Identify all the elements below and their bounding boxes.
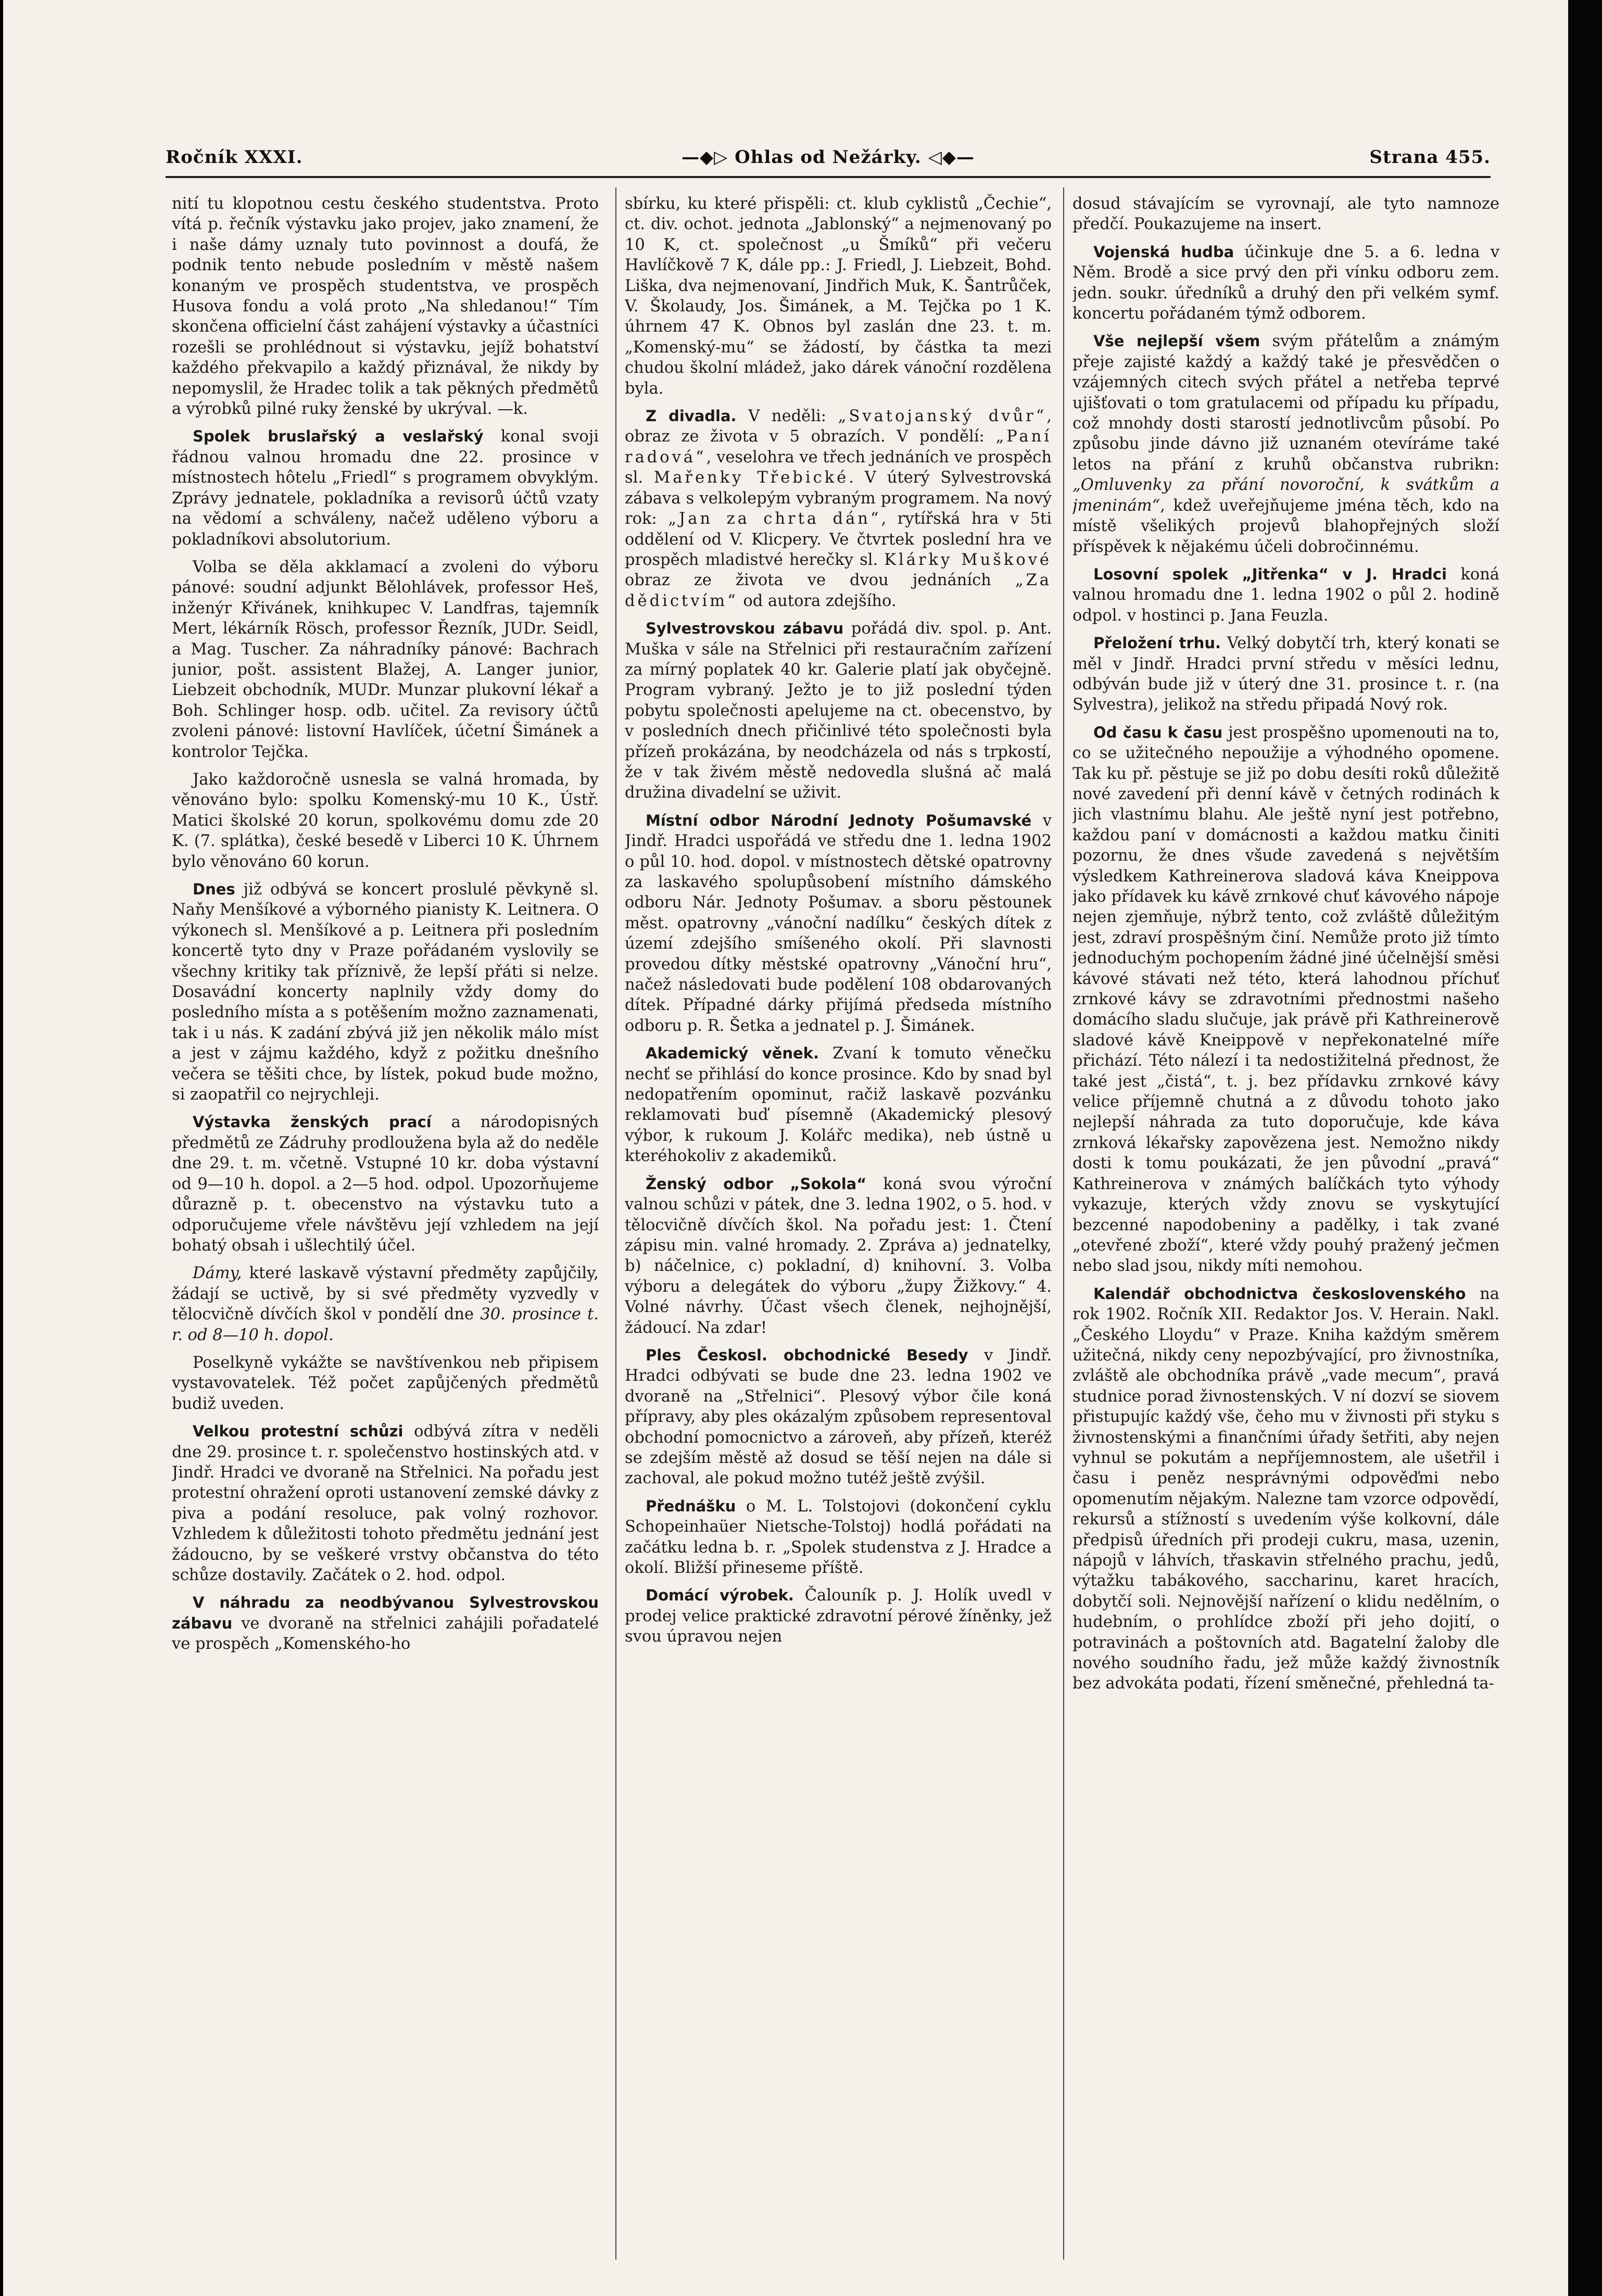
article-paragraph [1073, 242, 1499, 324]
article-paragraph: Poselkyně vykážte se navštívenkou neb připisem vystavovatelek. Též počet zapůjčených předmětů budiž uveden. [172, 1353, 599, 1413]
article-text: ve dvoraně na střelnici zahájili pořadatelé ve prospěch „Komenského-ho [172, 1614, 599, 1654]
article-paragraph: nití tu klopotnou cestu českého studentstva. Proto vítá p. řečník výstavku jako projev, jako znamení, že i naše dámy uznaly tuto povinnost a doufá, že podnik tento nebude posledním v městě našem konaným ve prospěch studentstva, ve prospěch Husova fondu a volá proto „Na shledanou!“ Tím skončena officielní část zahájení výstavky a účastníci rozešli se prohlédnout si výstavku, jejíž bohatství každého překvapilo a každý přiznával, že nikdy by nepomyslil, že Hradec tolik a tak pěkných předmětů a výrobků pilné ruky ženské by ukrýval. —k. [172, 195, 599, 419]
article-text: od autora zdejšího. [738, 591, 897, 610]
column-divider [1063, 187, 1064, 2260]
article-paragraph [172, 426, 599, 549]
article-text: již odbývá se koncert proslulé pěvkyně sl. Naňy Menšíkové a výborného pianisty K. Leitnera. O výkonech sl. Menšíkové a p. Leitnera při posledním koncertě tyto dny v Praze pořádaném vyslovily se všechny kritiky tak příznivě, že lepší přáti si nelze. Dosavádní koncerty naplnily vždy domy do posledního místa a s potěšením možno zaznamenati, tak i u nás. K zadání zbývá již jen několik málo míst a jest v zájmu každého, když z požitku dnešního večera se těšiti chce, by lístek, pokud bude možno, si zaopatřil co nejrychleji. [172, 880, 599, 1104]
article-lead: Losovní spolek „Jitřenka“ v J. Hradci [1093, 565, 1447, 583]
article-paragraph [625, 619, 1052, 803]
article-text: Zvaní k tomuto věnečku nechť se přihlásí do konce prosince. Kdo by snad byl nedopatřením opominut, račiž laskavě pozvánku reklamovati buď písemně (Akademický plesový výbor, k rukoum J. Kolářc medika), neb ústně u kteréhokoliv z akademiků. [625, 1044, 1052, 1166]
article-text: které laskavě výstavní předměty zapůjčily, žádají se uctivě, by si své předměty vyzvedly v tělocvičně dívčích škol v pondělí dne [172, 1264, 599, 1324]
article-text: konal svoji řádnou valnou hromadu dne 22. prosince v místnostech hôtelu „Friedl“ s programem obvyklým. Zprávy jednatele, pokladníka a revisorů účtů vzaty na vědomí a schváleny, načež uděleno výboru a pokladníkovi absolutorium. [172, 427, 599, 549]
article-lead: Spolek bruslařský a veslařský [193, 427, 484, 446]
article-paragraph [625, 1174, 1052, 1338]
article-spaced: „Za dědictvím“ [625, 571, 1052, 610]
article-lead: Akademický věnek. [646, 1044, 819, 1063]
column-divider [615, 187, 616, 2260]
article-italic: Dámy, [193, 1264, 242, 1283]
article-paragraph: Jako každoročně usnesla se valná hromada, by věnováno bylo: spolku Komenský-mu 10 K., Ústř. Matici školské 20 korun, spolkovému domu zde 20 K. (7. splátka), české besedě v Liberci 10 K. Úhrnem bylo věnováno 60 korun. [172, 770, 599, 871]
article-text: obraz ze života ve dvou jednáních [625, 571, 1015, 590]
article-paragraph [172, 1593, 599, 1654]
article-lead: Ženský odbor „Sokola“ [646, 1175, 867, 1193]
article-text: , rytířská hra v 5ti oddělení od V. Klicpery. Ve čtvrtek poslední hra ve prospěch mladistvé herečky sl. [625, 510, 1052, 569]
article-text: svým přátelům a známým přeje zajisté každý a každý také je přesvědčen o vzájemných citech svých přátel a netřeba teprvé ujišťovati o tom gratulacemi od případu ku případu, což mnohdy dosti starostí jednotlivcům působí. Po způsobu jinde dávno již uznaném otevíráme také letos na přání z kruhů občanstva rubrikn: [1073, 332, 1499, 474]
article-paragraph [625, 1345, 1052, 1489]
article-text: Čalouník p. J. Holík uvedl v prodej velice praktické zdravotní pérové žíněnky, jež svou úpravou nejen [625, 1586, 1052, 1646]
article-text: v Jindř. Hradci uspořádá ve středu dne 1. ledna 1902 o půl 10. hod. dopol. v místnostech dětské opatrovny za laskavého spolupůsobení místního dámského odboru Nár. Jednoty Pošumav. a sboru pěstounek měst. opatrovny „vánoční nadílku“ českých dítek z území zdejšího smíšeného okolí. Při slavnosti provedou dítky městské opatrovny „Vánoční hru“, načež následovati bude podělení 108 obdarovaných dítek. Případné dárky přijímá předseda místního odboru p. R. Šetka a jednatel p. J. Šimánek. [625, 811, 1052, 1035]
article-paragraph: Volba se děla akklamací a zvoleni do výboru pánové: soudní adjunkt Bělohlávek, professor Heš, inženýr Křivánek, knihkupec V. Landfras, tajemník Mert, lékárník Rösch, professor Řezník, JUDr. Seidl, a Mag. Tuscher. Za náhradníky pánové: Bachrach junior, pošt. assistent Blažej, A. Langer junior, Liebzeit obchodník, MUDr. Munzar plukovní lékař a Boh. Schlinger hosp. odb. učitel. Za revisory účtů zvoleni pánové: listovní Havlíček, účetní Šimánek a kontrolor Tejčka. [172, 558, 599, 761]
article-paragraph [625, 1585, 1052, 1647]
article-text: na rok 1902. Ročník XII. Redaktor Jos. V. Herain. Nakl. „Českého Lloydu“ v Praze. Kniha každým směrem užitečná, nikdy ceny nepozbývající, pro živnostníka, zvláště ale obchodníka právě „vade mecum“, pravá studnice porad živnostenských. V ní dozví se siovem přistupujíc každý vše, čeho mu v živnosti při styku s živnostenskými a finančními úřady šetřiti, aby nejen vyhnul se pokutám a nepříjemnostem, ale ušetřil i času i peněz nesprávnými odpověďmi nebo opomenutím nějakým. Nalezne tam vzorce odpovědí, rekursů a stížností s uvedením výše kolkovní, dále předpisů úředních při prodeji cukru, masa, uzenin, nápojů v láhvích, třaskavin střelného prachu, jedů, výtažku tabákového, saccharinu, karet hracích, dobytčí soli. Nejnovější nařízení o klidu nedělním, o hudebním, o prohlídce zboží při jeho dojití, o potravinách a poštovních atd. Bagatelní žaloby dle nového soudního řadu, jež může každý živnostník bez advokáta podati, řízení směnečné, přehledná ta- [1073, 1284, 1499, 1693]
article-lead: Výstavka ženských prací [193, 1113, 432, 1131]
article-lead: Vše nejlepší všem [1093, 332, 1260, 350]
article-lead: Sylvestrovskou zábavu [646, 620, 844, 638]
page-header [166, 147, 1491, 178]
article-lead: V náhradu za neodbývanou Sylvestrovskou zábavu [172, 1594, 599, 1632]
article-paragraph [172, 879, 599, 1105]
article-paragraph [1073, 723, 1499, 1277]
article-lead: Ples Českosl. obchodnické Besedy [646, 1346, 968, 1364]
article-lead: Z divadla. [646, 407, 737, 425]
article-text: , kdež uveřejňujeme jména těch, kdo na místě všelikých projevů blahopřejných složí příspěvek k nějakému účeli dobročinnému. [1073, 496, 1499, 556]
masthead-title: —◆▷ Ohlas od Nežárky. ◁◆— [681, 147, 975, 168]
article-italic: „Omluvenky za přání novoroční, k svátkům a jmeninám“ [1073, 476, 1499, 515]
article-paragraph [625, 406, 1052, 611]
article-text: koná valnou hromadu dne 1. ledna 1902 o půl 2. hodině odpol. v hostinci p. Jana Feuzla. [1073, 565, 1499, 625]
article-text: v Jindř. Hradci odbývati se bude dne 23. ledna 1902 ve dvoraně na „Střelnici“. Plesový výbor čile koná přípravy, aby ples okázalým způsobem representoval obchodní pomocnictvo a zároveň, aby přízeň, kteréž se zdejším městě až dosud se těší nejen na dále si zachoval, ale pokud možno tutéž ještě zvýšil. [625, 1346, 1052, 1488]
article-paragraph: dosud stávajícím se vyrovnají, ale tyto namnoze předčí. Poukazujeme na insert. [1073, 195, 1499, 234]
article-lead: Domácí výrobek. [646, 1586, 794, 1605]
column-1 [172, 194, 599, 2255]
volume-label: Ročník XXXI. [166, 147, 303, 168]
article-text: , veselohra ve třech jednáních ve prospěch sl. [625, 448, 1052, 487]
column-3 [1073, 194, 1499, 2255]
scan-border [1568, 0, 1602, 2296]
article-text: a národopisných předmětů ze Zádruhy prodloužena byla až do neděle dne 29. t. m. včetně. Vstupné 10 kr. doba výstavní od 9—10 h. dopol. a 2—5 hod. odpol. Upozorňujeme důrazně p. t. obecenstvo na výstavku tuto a odporučujeme vřele návštěvu její vzhledem na její bohatý obsah i ušlechtilý účel. [172, 1113, 599, 1255]
article-lead: Přeložení trhu. [1093, 634, 1221, 652]
article-spaced: Klárky Muškové [884, 550, 1052, 569]
article-lead: Velkou protestní schůzi [193, 1422, 403, 1441]
article-paragraph [1073, 331, 1499, 557]
article-lead: Přednášku [646, 1497, 736, 1515]
article-text: odbývá zítra v neděli dne 29. prosince t. r. společenstvo hostinských atd. v Jindř. Hradci ve dvoraně na Střelnici. Na pořadu jest protestní ohražení oproti ustanovení zemské dávky z piva a podání resoluce, pak volný rozhovor. Vzhledem k důležitosti tohoto předmětu jednání jest žádoucno, by se veškeré vrstvy občanstva do této schůze dostavily. Začátek o 2. hod. odpol. [172, 1422, 599, 1584]
article-paragraph [625, 1043, 1052, 1166]
article-paragraph [172, 1112, 599, 1256]
article-text: koná svou výroční valnou schůzi v pátek, dne 3. ledna 1902, o 5. hod. v tělocvičně dívčích škol. Na pořadu jest: 1. Čtení zápisu min. valné hromady. 2. Zpráva a) jednatelky, b) náčelnice, c) pokladní, d) knihovní. 3. Volba výboru a delegátek do výboru „župy Žižkovy.“ 4. Volné návrhy. Účast všech členek, nejhojnější, žádoucí. Na zdar! [625, 1175, 1052, 1337]
article-lead: Dnes [193, 880, 235, 898]
page-number: Strana 455. [1369, 147, 1491, 168]
article-text: o M. L. Tolstojovi (dokončení cyklu Schopeinhaüer Nietsche-Tolstoj) hodlá pořádati na začátku ledna b. r. „Spolek studenstva z J. Hradce a okolí. Bližší přineseme příště. [625, 1497, 1052, 1577]
article-spaced: „Svatojanský dvůr“ [838, 407, 1047, 426]
article-text: , obraz ze života v 5 obrazích. V pondělí: [625, 407, 1052, 446]
header-rule [166, 176, 1491, 178]
column-2 [625, 194, 1052, 2255]
article-lead: Kalendář obchodnictva československého [1093, 1284, 1466, 1303]
article-text: účinkuje dne 5. a 6. ledna v Něm. Brodě a sice prvý den při vínku odboru zem. jedn. soukr. úředníků a druhý den při velkém symf. koncertu pořádaném týmž odborem. [1073, 243, 1499, 323]
article-paragraph [625, 1496, 1052, 1579]
article-lead: Od času k času [1093, 723, 1223, 741]
article-italic: 30. prosince t. r. od 8—10 h. dopol. [172, 1305, 599, 1344]
article-text: pořádá div. spol. p. Ant. Muška v sále na Střelnici při restauračním zařízení za mírný poplatek 40 kr. Galerie platí jak obyčejně. Program vybraný. Ježto je to již poslední týden pobytu společnosti apelujeme na ct. obecenstvo, by v posledních dnech přičinlivé této společnosti byla přízeň prokázána, by neodcházela od nás s trpkostí, že v tak živém městě nedovedla slušná ač malá družina divadelní se uživit. [625, 620, 1052, 802]
article-spaced: „Jan za chrta dán“ [668, 510, 881, 528]
article-paragraph [1073, 1284, 1499, 1694]
article-paragraph [1073, 564, 1499, 626]
article-spaced: „Paní radová“ [625, 427, 1052, 466]
article-paragraph: sbírku, ku které přispěli: ct. klub cyklistů „Čechie“, ct. div. ochot. jednota „Jablonský“ a nejmenovaný po 10 K, ct. společnost „u Šmíků“ při večeru Havlíčkově 7 K, dále pp.: J. Friedl, J. Liebzeit, Bohd. Liška, dva nejmenovaní, Jindřich Muk, K. Šantrůček, V. Školaudy, Jos. Šimánek, a M. Tejčka po 1 K. úhrnem 47 K. Obnos byl zaslán dne 23. t. m. „Komenský-mu“ se žádostí, by částka ta mezi chudou školní mládež, jako dárek vánoční rozdělena byla. [625, 195, 1052, 398]
article-spaced: Mařenky Třebické [654, 469, 849, 487]
article-lead: Místní odbor Národní Jednoty Pošumavské [646, 811, 1032, 829]
article-text: jest prospěšno upomenouti na to, co se užitečného nepoužije a výhodného opomene. Tak ku př. pěstuje se již po dobu desíti roků důležitě nové zavedení při denní kávě v četných rodinách k jich vlastnímu blahu. Ale ještě nyní jest potřebno, každou paní v domácnosti a každou matku činiti pozornu, že dnes všude zavedená s největším výsledkem Kathreinerova sladová káva Kneippova jako přídavek ku kávě zrnkové chuť kávového nápoje nejen zjemňuje, nýbrž tento, což zvláště důležitým jest, zdraví prospěšným činí. Nemůže proto již tímto jednoduchým pochopením žádné jiné účelnější směsi kávové stávati než této, která lahodnou příchuť zrnkové kávy se zdravotními přednostmi našeho domácího sladu slučuje, jak právě při Kathreinerově sladové kávě Kneippově v nepřekonatelné míře přichází. Této nálezí i ta nedostižitelná přednost, že také jest „čistá“, t. j. bez přídavku zrnkové kávy velice příjemně chutná a z důvodu tohoto jako nejlepší náhrada za tuto doporučuje, kde káva zrnková lékařsky zapovězena jest. Nemožno nikdy dosti k tomu poukázati, že jen původní „pravá“ Kathreinerova v známých balíčkách tyto výhody vykazuje, kterých vždy znovu se vyskytující bezcenné napodobeniny a padělky, i tak zvané „otevřené zboží“, které vždy pouhý pražený ječmen nebo slad jsou, nikdy míti nemohou. [1073, 723, 1499, 1276]
article-paragraph [172, 1263, 599, 1345]
article-paragraph [172, 1421, 599, 1585]
article-text: V neděli: [736, 407, 838, 426]
article-paragraph [1073, 633, 1499, 715]
article-text: Velký dobytčí trh, který konati se měl v Jindř. Hradci první středu v měsíci lednu, odbýván bude již v úterý dne 31. prosince t. r. (na Sylvestra), jelikož na středu připadá Nový rok. [1073, 634, 1499, 714]
article-paragraph [625, 811, 1052, 1036]
article-text: . V úterý Sylvestrovská zábava s velkolepým vybraným programem. Na nový rok: [625, 469, 1052, 528]
article-lead: Vojenská hudba [1093, 243, 1234, 261]
